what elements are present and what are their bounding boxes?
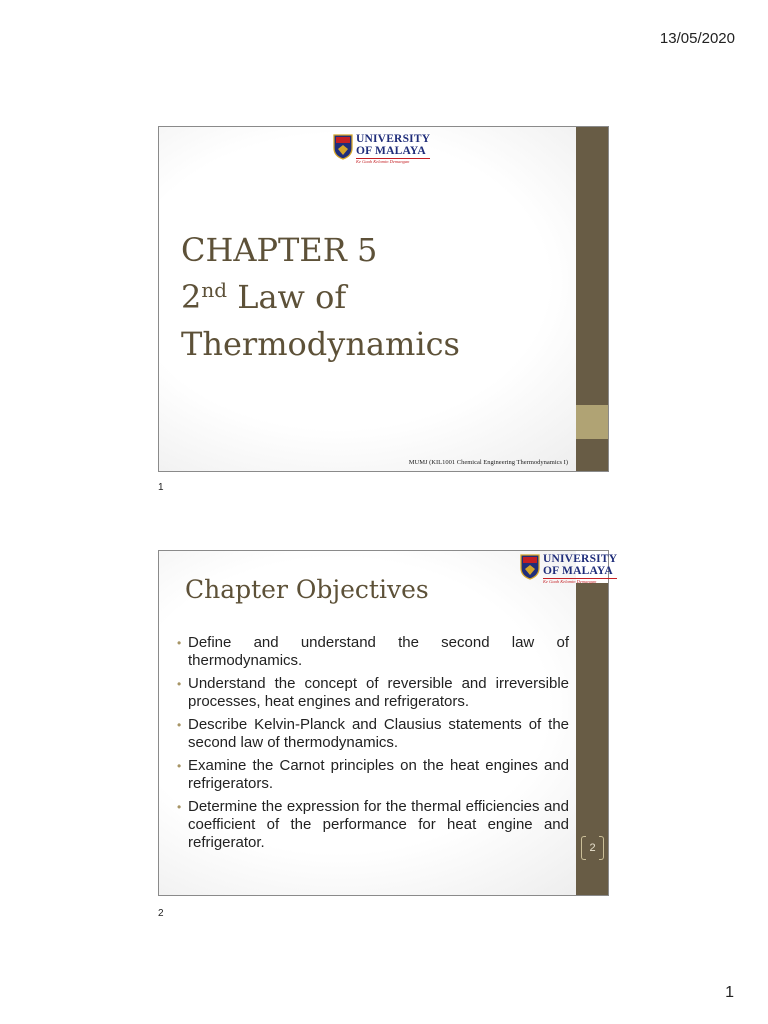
list-item: • Determine the expression for the thermal efficiencies and coefficient of the performance for heat engine and refrigerator. [177,798,569,852]
logo-line2: OF MALAYA [543,566,617,580]
list-item: • Understand the concept of reversible and irreversible processes, heat engines and refrigerators. [177,675,569,711]
university-logo [333,134,430,165]
page-number: 1 [725,984,734,1001]
slide-index-label: 1 [158,482,164,493]
logo-tagline: Ke Gaah Kelamin Demangan [543,579,597,584]
logo-line2: OF MALAYA [356,146,430,160]
slide-number: 2 [581,836,604,860]
logo-line1: UNIVERSITY [356,133,431,145]
slide-footer-note: MUMJ (KIL1001 Chemical Engineering Thermodynamics I) [408,459,568,466]
title-line2: 2nd Law of [181,278,347,316]
logo-tagline: Ke Gaah Kelamin Demangan [356,159,410,164]
logo-line1: UNIVERSITY [543,553,618,565]
list-item: • Examine the Carnot principles on the heat engines and refrigerators. [177,757,569,793]
slide-1 [158,126,609,472]
slide-2 [158,550,618,896]
objectives-list [177,634,569,857]
list-item: • Describe Kelvin-Planck and Clausius statements of the second law of thermodynamics. [177,716,569,752]
list-item: • Define and understand the second law of thermodynamics. [177,634,569,670]
slide-heading: Chapter Objectives [185,575,429,604]
page-date: 13/05/2020 [659,30,735,47]
university-logo [520,554,617,585]
slide-index-label: 2 [158,908,164,919]
university-crest-icon [333,134,353,160]
university-crest-icon [520,554,540,580]
slide-accent-block [576,405,608,439]
title-line1: CHAPTER 5 [181,231,378,269]
slide-title [181,227,460,368]
title-line3: Thermodynamics [181,325,460,363]
